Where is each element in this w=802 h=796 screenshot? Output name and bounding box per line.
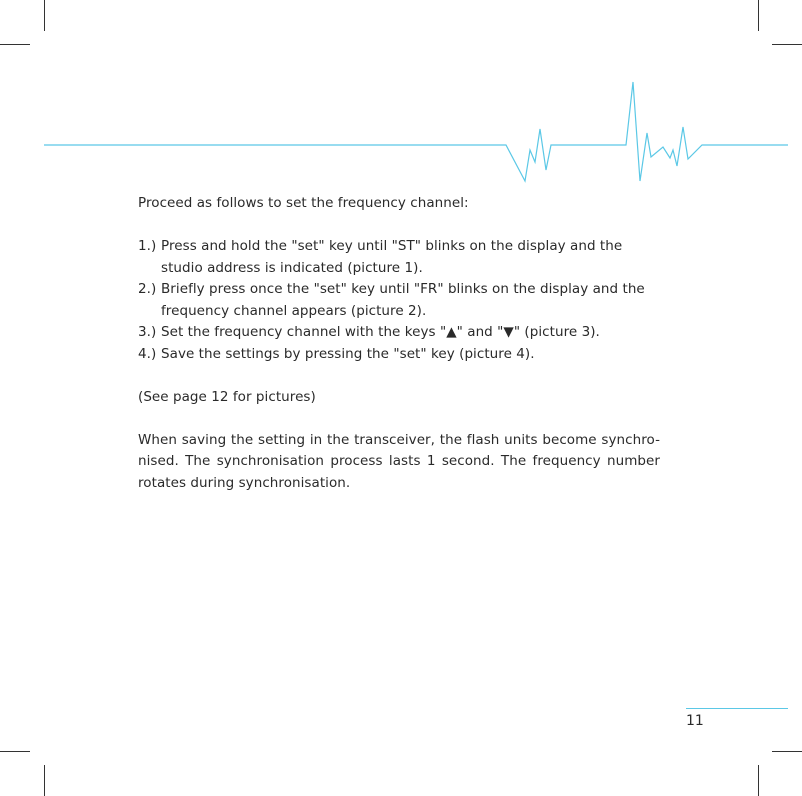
closing-paragraph: When saving the setting in the transceiver, the flash units become synchro-nised. The synchronisation process lasts 1 second. The frequency number rotates during synchronisation. bbox=[138, 431, 660, 491]
list-item bbox=[138, 236, 660, 279]
crop-mark-bottom-left-vertical bbox=[44, 765, 45, 796]
list-item bbox=[138, 322, 660, 344]
step-number: 3.) bbox=[138, 324, 157, 340]
step-text: Briefly press once the "set" key until "FR" blinks on the display and the frequency channel appears (picture 2). bbox=[161, 281, 645, 319]
crop-mark-bottom-right-vertical bbox=[758, 765, 759, 796]
step-text: Set the frequency channel with the keys "▲" and "▼" (picture 3). bbox=[161, 324, 600, 340]
page-number: 11 bbox=[686, 713, 704, 729]
spacer bbox=[138, 365, 660, 387]
spacer bbox=[138, 215, 660, 237]
step-number: 2.) bbox=[138, 281, 157, 297]
page-number-rule bbox=[686, 708, 788, 709]
intro-text: Proceed as follows to set the frequency channel: bbox=[138, 195, 469, 211]
step-number: 1.) bbox=[138, 238, 157, 254]
crop-mark-bottom-right-horizontal bbox=[772, 751, 802, 752]
step-text: Press and hold the "set" key until "ST" blinks on the display and the studio address is indicated (picture 1). bbox=[161, 238, 623, 276]
heartbeat-pulse-line-icon bbox=[0, 0, 802, 200]
crop-mark-bottom-left-horizontal bbox=[0, 751, 30, 752]
list-item bbox=[138, 279, 660, 322]
instructions-body bbox=[138, 193, 660, 494]
step-text: Save the settings by pressing the "set" key (picture 4). bbox=[161, 345, 535, 362]
spacer bbox=[138, 408, 660, 430]
list-item bbox=[138, 344, 660, 366]
step-number: 4.) bbox=[138, 345, 157, 362]
pictures-note: (See page 12 for pictures) bbox=[138, 388, 316, 405]
